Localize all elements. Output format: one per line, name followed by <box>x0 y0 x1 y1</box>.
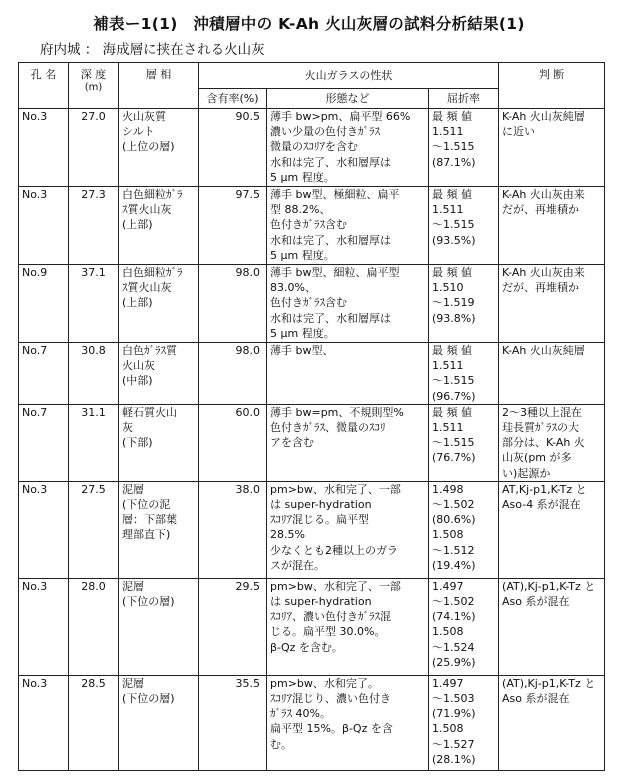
cell-facies-line: (下位の泥 <box>122 498 171 512</box>
cell-refr-line: ～1.524 <box>432 640 475 654</box>
cell-content: 98.0 <box>199 343 267 405</box>
cell-judge-line: (AT),Kj-p1,K-Tz と <box>502 676 596 690</box>
cell-judge <box>499 675 605 770</box>
table-body <box>19 109 605 771</box>
cell-morph-line: pm>bw、水和完了、一部 <box>270 482 401 496</box>
cell-morph-line: 薄手 bw型、 <box>270 344 334 357</box>
cell-facies-line: 軽石質火山 <box>122 405 177 419</box>
cell-judge <box>499 343 605 405</box>
cell-facies-line: 白色細粒ｶﾞﾗ <box>122 188 183 201</box>
header-content: 含有率(%) <box>199 89 267 109</box>
cell-facies-line: (上位の層) <box>122 140 175 154</box>
cell-facies <box>119 187 199 265</box>
cell-morph-line: pm>bw、水和完了、一部 <box>270 579 401 593</box>
cell-hole: No.9 <box>19 265 69 343</box>
cell-facies-line: 層：下部葉 <box>122 513 177 527</box>
cell-facies <box>119 404 199 481</box>
cell-refr-line: ～1.502 <box>432 498 475 512</box>
cell-facies-line: (上部) <box>122 296 153 310</box>
cell-refr-line: 最 頻 値 <box>432 188 472 201</box>
cell-refr-line: ～1.515 <box>432 374 475 388</box>
cell-depth: 28.5 <box>69 675 119 770</box>
cell-judge-line: い)起源か <box>502 466 551 480</box>
cell-morph-line: 薄手 bw=pm、不規則型% <box>270 405 404 419</box>
cell-judge-line: だが、再堆積か <box>502 281 580 295</box>
cell-morph-line: スが混在。 <box>270 558 325 572</box>
cell-refr-line: 最 頻 値 <box>432 266 472 279</box>
cell-refr-line: ～1.515 <box>432 218 475 232</box>
cell-refr-line: (71.9%) <box>432 707 476 721</box>
cell-morph <box>267 109 429 187</box>
cell-facies-line: ｽ質火山灰 <box>122 203 172 217</box>
cell-judge <box>499 109 605 187</box>
cell-morph-line: は super-hydration <box>270 498 372 512</box>
cell-morph-line: β-Qz を含む。 <box>270 640 343 654</box>
cell-judge <box>499 578 605 675</box>
analysis-table <box>18 62 605 771</box>
cell-refr <box>429 675 499 770</box>
cell-morph-line: 色付きｶﾞﾗｽ、微量のｽｺﾘ <box>270 421 386 435</box>
cell-morph-line: ｶﾞﾗｽ 40%。 <box>270 707 331 721</box>
cell-refr <box>429 343 499 405</box>
cell-judge-line: K-Ah 火山灰純層 <box>502 110 585 123</box>
cell-depth: 37.1 <box>69 265 119 343</box>
cell-refr-line: 最 頻 値 <box>432 344 472 357</box>
cell-content: 90.5 <box>199 109 267 187</box>
cell-refr-line: 1.511 <box>432 125 464 139</box>
table-row <box>19 481 605 578</box>
cell-facies-line: (中部) <box>122 374 153 388</box>
table-row <box>19 265 605 343</box>
cell-content: 97.5 <box>199 187 267 265</box>
cell-refr-line: (25.9%) <box>432 655 476 669</box>
cell-judge <box>499 481 605 578</box>
table-row <box>19 404 605 481</box>
cell-hole: No.3 <box>19 675 69 770</box>
table-row <box>19 578 605 675</box>
cell-facies <box>119 675 199 770</box>
cell-refr-line: 1.498 <box>432 482 464 496</box>
cell-refr-line: (28.1%) <box>432 752 476 766</box>
cell-facies-line: (上部) <box>122 218 153 232</box>
cell-morph-line: アを含む <box>270 436 314 450</box>
cell-facies <box>119 343 199 405</box>
cell-facies-line: 火山灰 <box>122 359 155 373</box>
cell-judge <box>499 404 605 481</box>
header-hole: 孔 名 <box>19 63 69 109</box>
cell-morph-line: 型 88.2%、 <box>270 203 331 217</box>
cell-refr-line: (93.8%) <box>432 311 476 325</box>
cell-refr-line: ～1.502 <box>432 595 475 609</box>
cell-judge-line: だが、再堆積か <box>502 203 580 217</box>
cell-hole: No.3 <box>19 109 69 187</box>
cell-morph-line: ｽｺﾘｱ、濃い色付きｶﾞﾗｽ混 <box>270 610 391 624</box>
cell-refr-line: 最 頻 値 <box>432 110 472 123</box>
cell-depth: 27.5 <box>69 481 119 578</box>
cell-morph <box>267 187 429 265</box>
cell-refr-line: (76.7%) <box>432 451 476 465</box>
cell-refr-line: 最 頻 値 <box>432 405 472 419</box>
cell-refr <box>429 265 499 343</box>
cell-morph-line: 色付きｶﾞﾗｽ含む <box>270 296 347 310</box>
page-subtitle: 府内城 ： 海成層に挟在される火山灰 <box>40 42 265 58</box>
cell-refr <box>429 187 499 265</box>
cell-refr-line: ～1.527 <box>432 737 475 751</box>
cell-refr-line: (74.1%) <box>432 610 476 624</box>
cell-morph <box>267 481 429 578</box>
cell-morph-line: 5 μm 程度。 <box>270 248 335 262</box>
header-judge: 判 断 <box>499 63 605 109</box>
cell-facies-line: 白色細粒ｶﾞﾗ <box>122 266 183 279</box>
cell-hole: No.7 <box>19 404 69 481</box>
cell-content: 60.0 <box>199 404 267 481</box>
cell-refr-line: ～1.519 <box>432 296 475 310</box>
cell-refr <box>429 404 499 481</box>
cell-depth: 31.1 <box>69 404 119 481</box>
cell-morph-line: 微量のｽｺﾘｱを含む <box>270 140 358 154</box>
cell-judge <box>499 265 605 343</box>
table-row <box>19 343 605 405</box>
cell-morph-line: 薄手 bw>pm、扁平型 66% <box>270 110 411 123</box>
page-title: 補表ー1(1) 沖積層中の K-Ah 火山灰層の試料分析結果(1) <box>93 15 525 33</box>
cell-depth: 30.8 <box>69 343 119 405</box>
cell-morph-line: む。 <box>270 737 292 751</box>
cell-morph-line: 扁平型 15%。β-Qz を含 <box>270 722 393 736</box>
cell-morph-line: 濃い少量の色付きｶﾞﾗｽ <box>270 125 380 139</box>
cell-morph-line: ｽｺﾘｱ混じる。扁平型 <box>270 513 369 527</box>
cell-refr-line: 1.508 <box>432 625 464 639</box>
cell-morph <box>267 265 429 343</box>
cell-refr-line: 1.511 <box>432 421 464 435</box>
cell-judge-line: 部分は、K-Ah 火 <box>502 436 585 450</box>
cell-depth: 27.0 <box>69 109 119 187</box>
cell-refr <box>429 481 499 578</box>
cell-refr-line: (80.6%) <box>432 513 476 527</box>
cell-facies-line: (下部) <box>122 436 153 450</box>
cell-facies-line: 泥層 <box>122 482 144 496</box>
cell-morph-line: 薄手 bw型、細粒、扁平型 <box>270 266 400 279</box>
header-refr: 屈折率 <box>429 89 499 109</box>
cell-refr-line: 1.508 <box>432 722 464 736</box>
cell-facies <box>119 578 199 675</box>
cell-refr-line: 1.497 <box>432 579 464 593</box>
cell-refr-line: ～1.515 <box>432 140 475 154</box>
cell-facies-line: シルト <box>122 125 155 139</box>
cell-morph-line: 83.0%、 <box>270 281 316 295</box>
cell-content: 38.0 <box>199 481 267 578</box>
header-glass: 火山ガラスの性状 <box>199 63 499 89</box>
cell-refr-line: 1.511 <box>432 203 464 217</box>
cell-morph-line: 水和は完了、水和層厚は <box>270 155 391 169</box>
cell-hole: No.3 <box>19 481 69 578</box>
cell-morph <box>267 404 429 481</box>
cell-morph-line: は super-hydration <box>270 595 372 609</box>
cell-facies-line: 灰 <box>122 421 133 435</box>
table-row <box>19 187 605 265</box>
cell-refr <box>429 109 499 187</box>
cell-hole: No.3 <box>19 187 69 265</box>
cell-refr-line: (87.1%) <box>432 155 476 169</box>
cell-facies-line: 白色ｶﾞﾗｽ質 <box>122 344 177 357</box>
cell-judge-line: Aso 系が混在 <box>502 595 570 609</box>
table-row <box>19 675 605 770</box>
cell-judge-line: K-Ah 火山灰純層 <box>502 344 585 357</box>
cell-hole: No.7 <box>19 343 69 405</box>
cell-refr-line: ～1.512 <box>432 543 475 557</box>
cell-facies-line: 泥層 <box>122 676 144 690</box>
cell-morph-line: 28.5% <box>270 528 305 542</box>
cell-judge-line: K-Ah 火山灰由来 <box>502 188 585 201</box>
cell-morph-line: 色付きｶﾞﾗｽ含む <box>270 218 347 232</box>
cell-judge-line: (AT),Kj-p1,K-Tz と <box>502 579 596 593</box>
cell-judge-line: K-Ah 火山灰由来 <box>502 266 585 279</box>
cell-morph-line: pm>bw、水和完了。 <box>270 676 379 690</box>
cell-refr-line: ～1.515 <box>432 436 475 450</box>
cell-judge-line: Aso 系が混在 <box>502 692 570 706</box>
cell-content: 98.0 <box>199 265 267 343</box>
header-depth <box>69 63 119 109</box>
cell-facies <box>119 481 199 578</box>
cell-refr <box>429 578 499 675</box>
cell-judge-line: 2～3種以上混在 <box>502 405 583 419</box>
cell-morph-line: 薄手 bw型、極細粒、扁平 <box>270 188 400 201</box>
header-morph: 形態など <box>267 89 429 109</box>
cell-judge-line: AT,Kj-p1,K-Tz と <box>502 482 587 496</box>
cell-refr-line: 1.511 <box>432 359 464 373</box>
cell-facies <box>119 109 199 187</box>
cell-refr-line: ～1.503 <box>432 692 475 706</box>
cell-content: 29.5 <box>199 578 267 675</box>
header-depth-label: 深 度 <box>80 68 107 81</box>
cell-facies-line: 火山灰質 <box>122 110 166 123</box>
cell-facies-line: 理部直下) <box>122 528 171 542</box>
header-facies: 層 相 <box>119 63 199 109</box>
cell-morph <box>267 578 429 675</box>
cell-judge-line: Aso-4 系が混在 <box>502 498 581 512</box>
cell-refr-line: (93.5%) <box>432 233 476 247</box>
cell-judge-line: 珪長質ｶﾞﾗｽの大 <box>502 421 580 435</box>
cell-morph-line: 5 μm 程度。 <box>270 326 335 340</box>
cell-facies <box>119 265 199 343</box>
cell-refr-line: (19.4%) <box>432 558 476 572</box>
cell-facies-line: 泥層 <box>122 579 144 593</box>
cell-refr-line: (96.7%) <box>432 389 476 403</box>
cell-depth: 27.3 <box>69 187 119 265</box>
cell-judge-line: 山灰(pm が多 <box>502 451 572 465</box>
table-row <box>19 109 605 187</box>
cell-refr-line: 1.508 <box>432 528 464 542</box>
cell-facies-line: ｽ質火山灰 <box>122 281 172 295</box>
cell-judge <box>499 187 605 265</box>
cell-morph-line: ｽｺﾘｱ混じり、濃い色付き <box>270 692 391 706</box>
cell-morph-line: 水和は完了、水和層厚は <box>270 311 391 325</box>
cell-facies-line: (下位の層) <box>122 692 175 706</box>
cell-morph-line: じる。扁平型 30.0%。 <box>270 625 386 639</box>
cell-hole: No.3 <box>19 578 69 675</box>
cell-morph-line: 5 μm 程度。 <box>270 170 335 184</box>
header-depth-unit: (m) <box>84 82 103 94</box>
cell-morph-line: 少なくとも2種以上のガラ <box>270 543 398 557</box>
cell-depth: 28.0 <box>69 578 119 675</box>
cell-refr-line: 1.497 <box>432 676 464 690</box>
cell-judge-line: に近い <box>502 125 536 139</box>
cell-morph-line: 水和は完了、水和層厚は <box>270 233 391 247</box>
cell-refr-line: 1.510 <box>432 281 464 295</box>
cell-facies-line: (下位の層) <box>122 595 175 609</box>
cell-content: 35.5 <box>199 675 267 770</box>
cell-morph <box>267 343 429 405</box>
cell-morph <box>267 675 429 770</box>
